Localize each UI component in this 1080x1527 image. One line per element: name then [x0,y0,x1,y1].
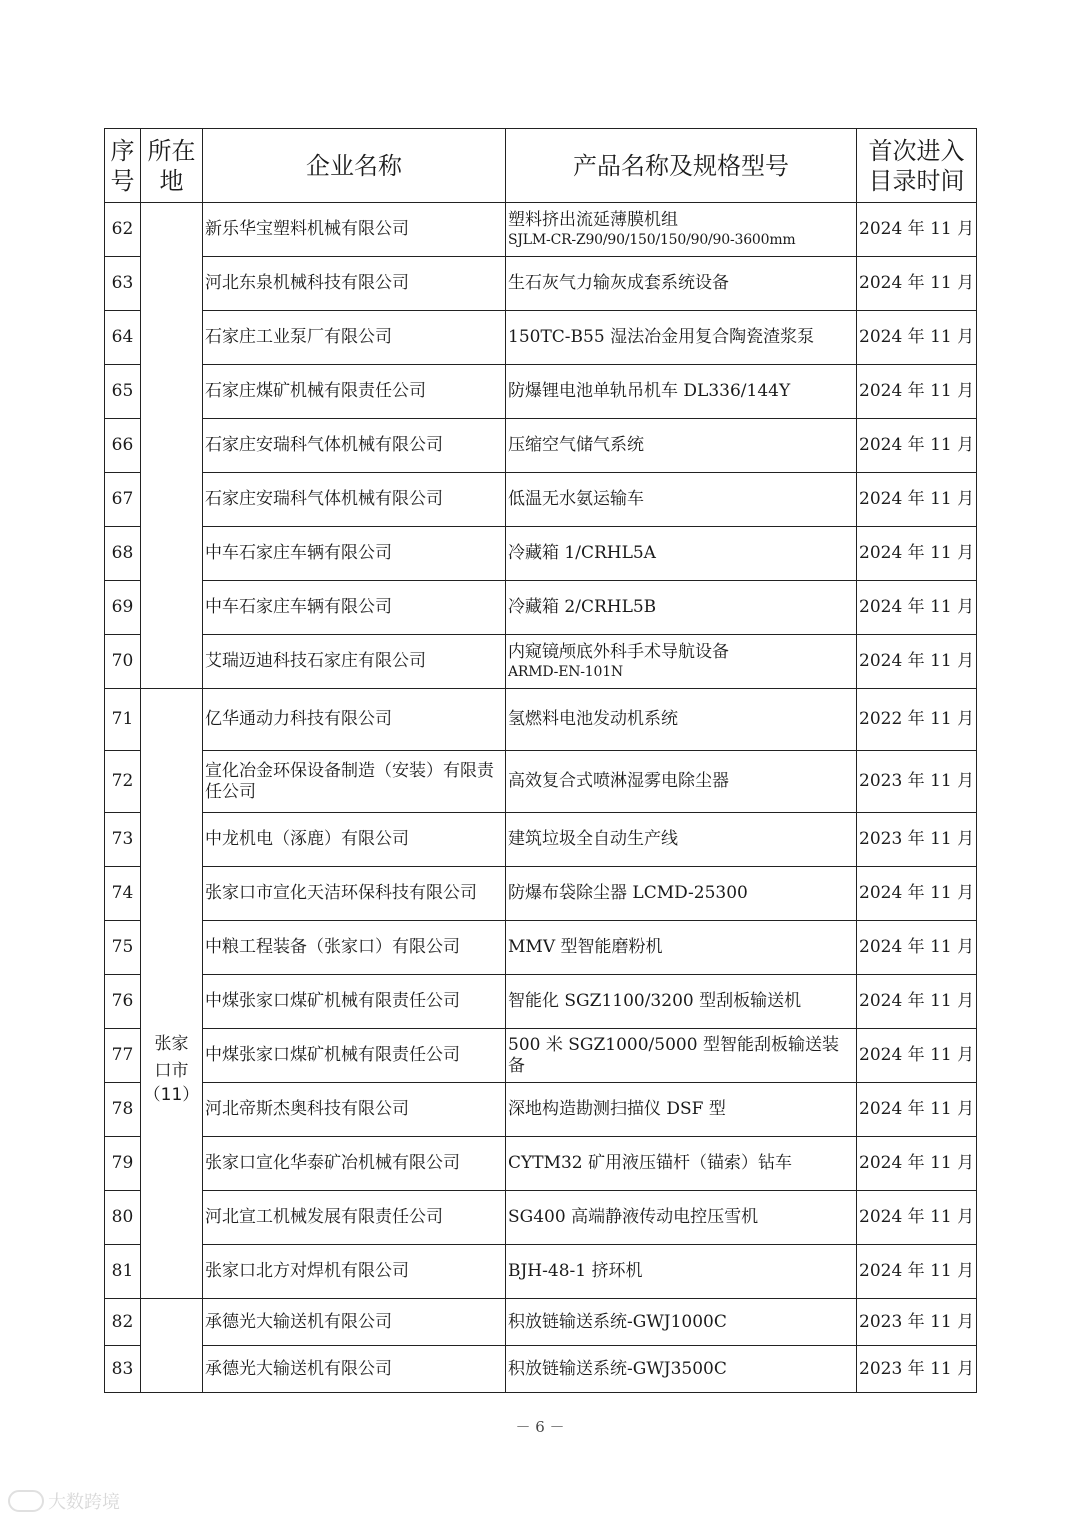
product-cell [506,921,857,975]
product-catalog-table [104,128,977,1393]
location-cell [141,1299,203,1393]
company-name: 承德光大输送机有限公司 [203,1299,506,1346]
product-cell [506,635,857,689]
location-label: 张家口市 [154,1034,189,1081]
company-name: 新乐华宝塑料机械有限公司 [203,203,506,257]
company-name: 中车石家庄车辆有限公司 [203,581,506,635]
table-row [105,1029,977,1083]
location-cell [141,689,203,1299]
table-row [105,813,977,867]
entry-date: 2023 年 11 月 [857,1299,977,1346]
company-name: 宣化冶金环保设备制造（安装）有限责任公司 [203,751,506,813]
product-cell [506,527,857,581]
entry-date: 2024 年 11 月 [857,257,977,311]
product-cell [506,419,857,473]
product-name: 氢燃料电池发动机系统 [508,709,678,729]
table-header-row [105,129,977,203]
company-name: 中粮工程装备（张家口）有限公司 [203,921,506,975]
company-name: 中煤张家口煤矿机械有限责任公司 [203,975,506,1029]
row-number: 80 [105,1191,141,1245]
entry-date: 2024 年 11 月 [857,473,977,527]
row-number: 64 [105,311,141,365]
entry-date: 2023 年 11 月 [857,751,977,813]
product-name: SG400 高端静液传动电控压雪机 [508,1207,759,1227]
company-name: 承德光大输送机有限公司 [203,1346,506,1393]
table-body [105,203,977,1393]
company-name: 河北东泉机械科技有限公司 [203,257,506,311]
entry-date: 2024 年 11 月 [857,635,977,689]
product-name: 冷藏箱 2/CRHL5B [508,597,657,617]
company-name: 张家口市宣化天洁环保科技有限公司 [203,867,506,921]
product-spec: ARMD-EN-101N [508,664,623,680]
entry-date: 2024 年 11 月 [857,1083,977,1137]
product-cell [506,1029,857,1083]
entry-date: 2024 年 11 月 [857,1245,977,1299]
entry-date: 2024 年 11 月 [857,203,977,257]
company-name: 中煤张家口煤矿机械有限责任公司 [203,1029,506,1083]
product-name: 建筑垃圾全自动生产线 [508,829,678,849]
row-number: 81 [105,1245,141,1299]
company-name: 张家口北方对焊机有限公司 [203,1245,506,1299]
product-cell [506,473,857,527]
row-number: 74 [105,867,141,921]
product-name: 积放链输送系统-GWJ1000C [508,1311,727,1332]
company-name: 亿华通动力科技有限公司 [203,689,506,751]
product-cell [506,311,857,365]
header-index [105,129,141,203]
row-number: 63 [105,257,141,311]
entry-date: 2022 年 11 月 [857,689,977,751]
company-name: 石家庄煤矿机械有限责任公司 [203,365,506,419]
product-cell [506,975,857,1029]
entry-date: 2024 年 11 月 [857,527,977,581]
row-number: 72 [105,751,141,813]
product-cell [506,1191,857,1245]
row-number: 75 [105,921,141,975]
entry-date: 2024 年 11 月 [857,581,977,635]
row-number: 71 [105,689,141,751]
entry-date: 2024 年 11 月 [857,867,977,921]
product-cell [506,581,857,635]
header-date-text: 首次进入 目录时间 [868,136,965,195]
product-name: 高效复合式喷淋湿雾电除尘器 [508,771,729,791]
product-cell [506,203,857,257]
product-cell [506,1137,857,1191]
row-number: 67 [105,473,141,527]
product-name: 智能化 SGZ1100/3200 型刮板输送机 [508,991,802,1011]
company-name: 石家庄工业泵厂有限公司 [203,311,506,365]
product-cell [506,1245,857,1299]
header-company: 企业名称 [203,129,506,203]
row-number: 77 [105,1029,141,1083]
entry-date: 2024 年 11 月 [857,311,977,365]
table-row [105,203,977,257]
location-count: （11） [143,1085,200,1105]
row-number: 65 [105,365,141,419]
company-name: 中车石家庄车辆有限公司 [203,527,506,581]
table-row [105,689,977,751]
row-number: 70 [105,635,141,689]
product-name: 150TC-B55 湿法冶金用复合陶瓷渣浆泵 [508,327,815,347]
watermark [8,1488,120,1514]
product-name: 冷藏箱 1/CRHL5A [508,543,656,563]
product-name: 深地构造勘测扫描仪 DSF 型 [508,1099,726,1119]
table-row [105,311,977,365]
table-row [105,527,977,581]
table-row [105,419,977,473]
location-cell [141,203,203,689]
row-number: 62 [105,203,141,257]
table-row [105,1137,977,1191]
product-cell [506,257,857,311]
table-row [105,921,977,975]
table-row [105,581,977,635]
product-name: 积放链输送系统-GWJ3500C [508,1358,727,1379]
table-row [105,1083,977,1137]
table-row [105,975,977,1029]
table-row [105,635,977,689]
product-name: 防爆布袋除尘器 LCMD-25300 [508,883,748,903]
product-cell [506,1346,857,1393]
product-cell [506,1083,857,1137]
row-number: 68 [105,527,141,581]
entry-date: 2024 年 11 月 [857,365,977,419]
product-cell [506,1299,857,1346]
header-date [857,129,977,203]
company-name: 艾瑞迈迪科技石家庄有限公司 [203,635,506,689]
product-name: 低温无水氨运输车 [508,489,644,509]
product-spec: SJLM-CR-Z90/90/150/150/90/90-3600mm [508,232,796,248]
table-row [105,867,977,921]
company-name: 张家口宣化华泰矿冶机械有限公司 [203,1137,506,1191]
row-number: 79 [105,1137,141,1191]
row-number: 82 [105,1299,141,1346]
table-row [105,257,977,311]
row-number: 78 [105,1083,141,1137]
table-row [105,1245,977,1299]
table-row [105,1191,977,1245]
header-index-text: 序 号 [110,136,135,195]
entry-date: 2023 年 11 月 [857,1346,977,1393]
header-product: 产品名称及规格型号 [506,129,857,203]
product-name: 塑料挤出流延薄膜机组 [508,210,678,230]
entry-date: 2024 年 11 月 [857,419,977,473]
watermark-logo-icon [8,1490,44,1512]
product-name: 生石灰气力输灰成套系统设备 [508,273,729,293]
table-row [105,1299,977,1346]
watermark-text: 大数跨境 [48,1492,120,1513]
product-name: CYTM32 矿用液压锚杆（锚索）钻车 [508,1153,793,1173]
page-number: － 6 － [515,1418,565,1436]
company-name: 石家庄安瑞科气体机械有限公司 [203,473,506,527]
row-number: 76 [105,975,141,1029]
product-cell [506,751,857,813]
entry-date: 2024 年 11 月 [857,1137,977,1191]
table-row [105,473,977,527]
entry-date: 2024 年 11 月 [857,1191,977,1245]
company-name: 中龙机电（涿鹿）有限公司 [203,813,506,867]
product-name: 压缩空气储气系统 [508,435,644,455]
header-location [141,129,203,203]
product-name: 防爆锂电池单轨吊机车 DL336/144Y [508,381,791,401]
table-row [105,751,977,813]
row-number: 66 [105,419,141,473]
product-name: 500 米 SGZ1000/5000 型智能刮板输送装备 [508,1034,839,1076]
company-name: 河北帝斯杰奥科技有限公司 [203,1083,506,1137]
product-cell [506,867,857,921]
row-number: 69 [105,581,141,635]
product-name: BJH-48-1 挤环机 [508,1261,643,1281]
header-location-text: 所在 地 [147,136,196,195]
entry-date: 2024 年 11 月 [857,1029,977,1083]
row-number: 83 [105,1346,141,1393]
company-name: 石家庄安瑞科气体机械有限公司 [203,419,506,473]
entry-date: 2023 年 11 月 [857,813,977,867]
product-name: MMV 型智能磨粉机 [508,937,663,957]
product-cell [506,365,857,419]
entry-date: 2024 年 11 月 [857,921,977,975]
table-row [105,365,977,419]
company-name: 河北宣工机械发展有限责任公司 [203,1191,506,1245]
product-cell [506,689,857,751]
entry-date: 2024 年 11 月 [857,975,977,1029]
product-name: 内窥镜颅底外科手术导航设备 [508,642,729,662]
product-cell [506,813,857,867]
row-number: 73 [105,813,141,867]
table-row [105,1346,977,1393]
